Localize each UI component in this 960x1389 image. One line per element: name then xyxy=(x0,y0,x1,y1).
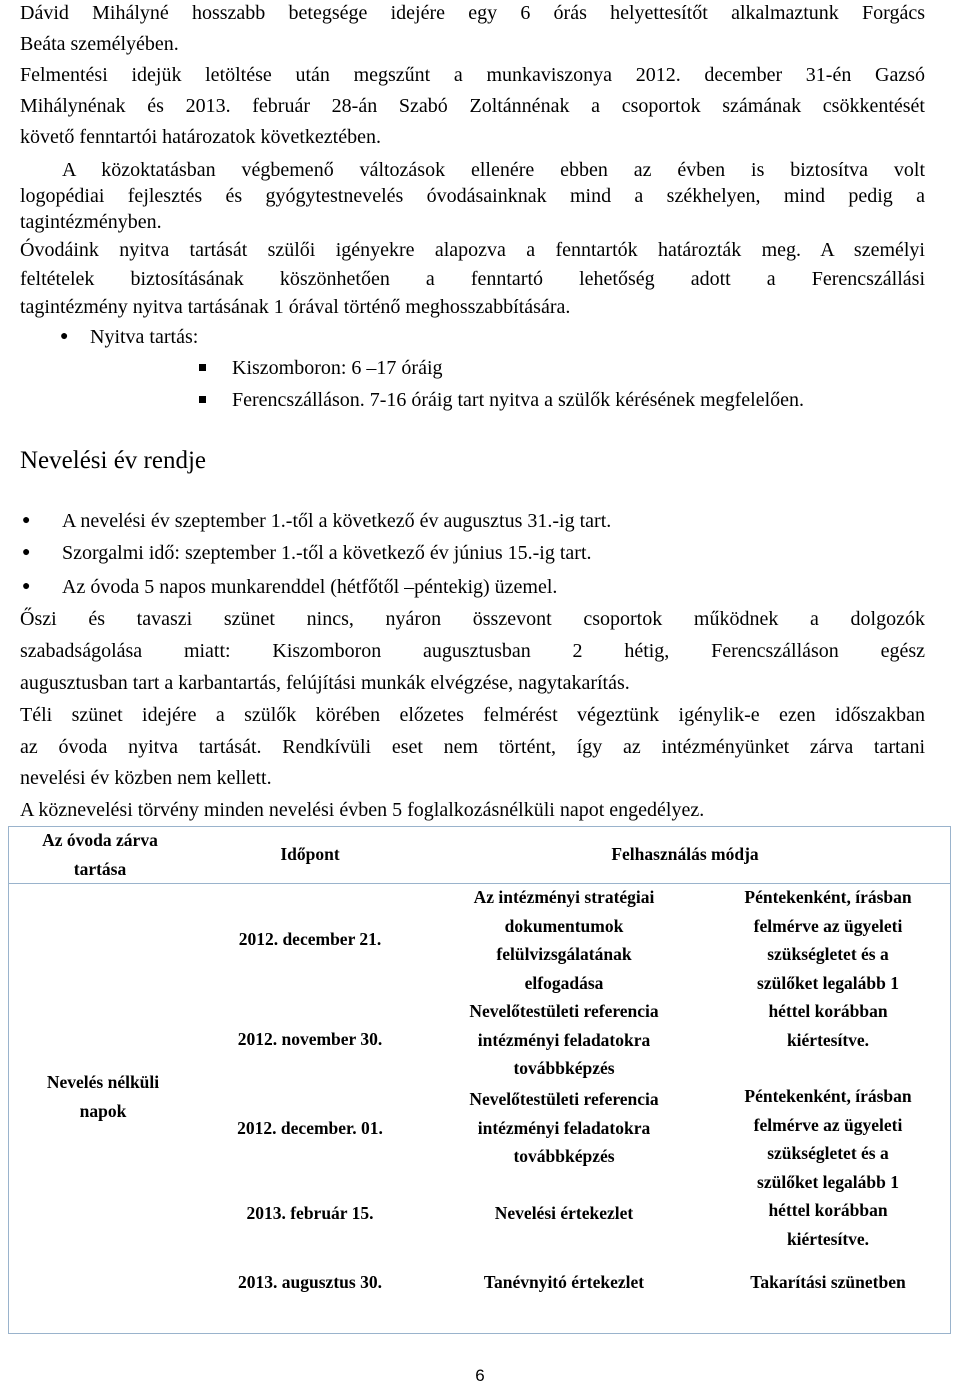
header-line: tartása xyxy=(73,858,127,879)
paragraph-line: Őszi és tavaszi szünet nincs, nyáron összevont csoportok működnek a dolgozók xyxy=(20,608,925,630)
table-notice xyxy=(700,1082,956,1253)
paragraph-line: követő fenntartói határozatok következtében. xyxy=(20,126,381,148)
table-date: 2012. december. 01. xyxy=(237,1118,383,1138)
purpose-line: felülvizsgálatának xyxy=(496,944,632,964)
paragraph-line: Felmentési idejük letöltése után megszűnt a munkaviszonya 2012. december 31-én Gazsó xyxy=(20,64,925,86)
paragraph-line: nevelési év közben nem kellett. xyxy=(20,767,272,789)
year-bullet: Az óvoda 5 napos munkarenddel (hétfőtől –péntekig) üzemel. xyxy=(62,576,558,598)
notice-line: Péntekenként, írásban xyxy=(744,1086,912,1106)
year-bullet: A nevelési év szeptember 1.-től a következő év augusztus 31.-ig tart. xyxy=(62,510,612,532)
table-purpose: Tanévnyitó értekezlet xyxy=(483,1272,645,1292)
notice-line: kiértesítve. xyxy=(786,1029,870,1050)
bullet-dot: ● xyxy=(60,329,69,344)
paragraph-line: Mihálynénak és 2013. február 28-án Szabó Zoltánnénak a csoportok számának csökkentését xyxy=(20,95,925,117)
purpose-line: Nevelőtestületi referencia xyxy=(469,1001,659,1021)
opening-hours-label: Nyitva tartás: xyxy=(90,326,199,348)
purpose-line: továbbképzés xyxy=(513,1058,615,1078)
square-bullet xyxy=(199,364,206,371)
table-purpose xyxy=(430,883,698,997)
table-date: 2012. november 30. xyxy=(237,1029,383,1049)
bullet-dot: ● xyxy=(22,545,31,560)
group-label-line: Nevelés nélküli xyxy=(46,1072,160,1092)
notice-line: felmérve az ügyeleti xyxy=(753,1114,903,1135)
table-header-date: Időpont xyxy=(280,844,340,864)
group-label-line: napok xyxy=(79,1100,127,1121)
table-notice: Takarítási szünetben xyxy=(750,1272,906,1292)
table-notice xyxy=(700,883,956,1054)
paragraph-line: tagintézményben. xyxy=(20,211,162,233)
table-purpose xyxy=(430,1085,698,1171)
table-date: 2013. február 15. xyxy=(246,1203,374,1223)
notice-line: szükségletet és a xyxy=(767,1143,889,1163)
purpose-line: Nevelőtestületi referencia xyxy=(469,1089,659,1109)
paragraph-line: augusztusban tart a karbantartás, felújítási munkák elvégzése, nagytakarítás. xyxy=(20,672,630,694)
purpose-line: Az intézményi stratégiai xyxy=(473,887,655,907)
header-line: Az óvoda zárva xyxy=(42,830,158,850)
table-date: 2013. augusztus 30. xyxy=(238,1272,382,1292)
notice-line: felmérve az ügyeleti xyxy=(753,915,903,936)
table-header-usage: Felhasználás módja xyxy=(611,844,759,864)
paragraph-line: logopédiai fejlesztés és gyógytestnevelés óvodásainknak mind a székhelyen, mind pedig a xyxy=(20,185,925,207)
section-title: Nevelési év rendje xyxy=(20,447,207,474)
paragraph-line: A köznevelési törvény minden nevelési évben 5 foglalkozásnélküli napot engedélyez. xyxy=(20,799,705,821)
notice-line: héttel korábban xyxy=(768,1200,888,1220)
notice-line: szülőket legalább 1 xyxy=(757,1171,899,1192)
notice-line: szülőket legalább 1 xyxy=(757,972,899,993)
table-border xyxy=(8,826,9,1334)
purpose-line: intézményi feladatokra xyxy=(477,1029,651,1050)
year-bullet: Szorgalmi idő: szeptember 1.-től a következő év június 15.-ig tart. xyxy=(62,542,592,564)
page-number: 6 xyxy=(475,1366,485,1385)
bullet-dot: ● xyxy=(22,513,31,528)
table-border xyxy=(8,1333,951,1334)
paragraph-line: Dávid Mihályné hosszabb betegsége idejére egy 6 órás helyettesítőt alkalmaztunk Forgács xyxy=(20,2,925,24)
group-label xyxy=(10,1068,196,1125)
paragraph-line: az óvoda nyitva tartását. Rendkívüli eset nem történt, így az intézményünket zárva tartani xyxy=(20,736,925,758)
paragraph-line: A közoktatásban végbemenő változások ellenére ebben az évben is biztosítva volt xyxy=(62,159,925,181)
opening-item: Ferencszálláson. 7-16 óráig tart nyitva a szülők kérésének megfelelően. xyxy=(232,389,805,411)
paragraph-line: tagintézmény nyitva tartásának 1 órával történő meghosszabbítására. xyxy=(20,296,571,318)
table-purpose: Nevelési értekezlet xyxy=(494,1203,634,1223)
table-date: 2012. december 21. xyxy=(238,929,382,949)
table-purpose xyxy=(430,997,698,1083)
notice-line: Péntekenként, írásban xyxy=(744,887,912,907)
paragraph-line: feltételek biztosításának köszönhetően a fenntartó lehetőség adott a Ferencszállási xyxy=(20,268,925,290)
notice-line: héttel korábban xyxy=(768,1001,888,1021)
notice-line: kiértesítve. xyxy=(786,1228,870,1249)
paragraph-line: Téli szünet idejére a szülők körében előzetes felmérést végeztünk igénylik-e ezen időszakban xyxy=(20,704,925,726)
paragraph-line: szabadságolása miatt: Kiszomboron augusztusban 2 hétig, Ferencszálláson egész xyxy=(20,640,925,662)
purpose-line: intézményi feladatokra xyxy=(477,1117,651,1138)
paragraph-line: Beáta személyében. xyxy=(20,33,179,55)
square-bullet xyxy=(199,396,206,403)
opening-item: Kiszomboron: 6 –17 óráig xyxy=(232,357,443,379)
paragraph-line: Óvodáink nyitva tartását szülői igényekre alapozva a fenntartók határozták meg. A személyi xyxy=(20,239,925,261)
purpose-line: dokumentumok xyxy=(504,915,624,936)
purpose-line: továbbképzés xyxy=(513,1146,615,1166)
purpose-line: elfogadása xyxy=(524,972,604,993)
table-header-closure xyxy=(10,826,190,883)
bullet-dot: ● xyxy=(22,579,31,594)
notice-line: szükségletet és a xyxy=(767,944,889,964)
